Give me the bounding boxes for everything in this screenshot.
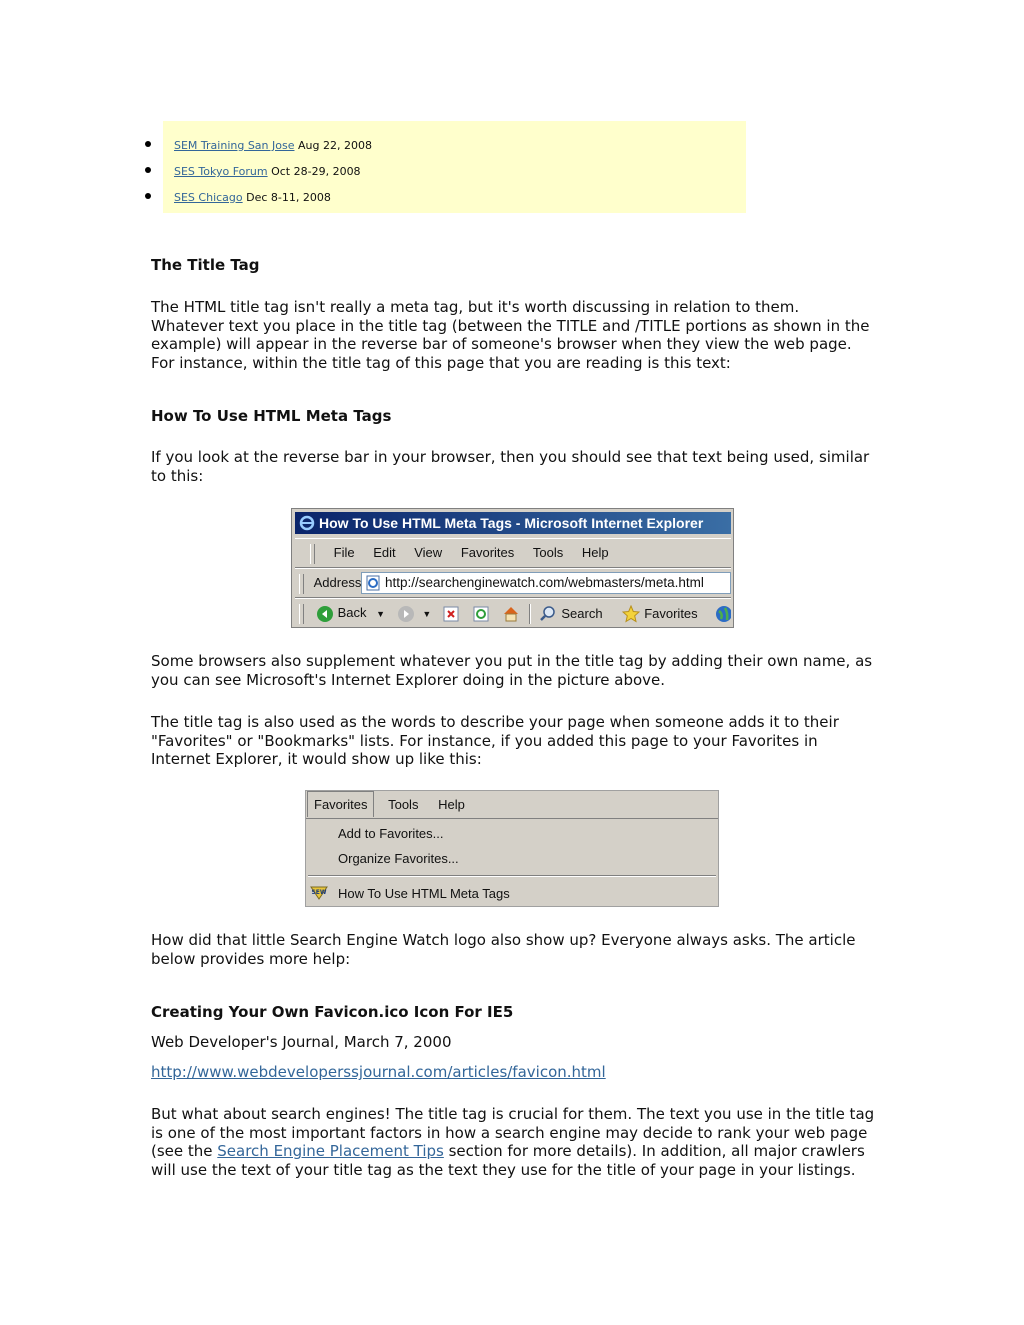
toolbar-separator <box>529 604 531 624</box>
ie-favorites-button <box>622 600 697 627</box>
favicon-article-heading: Creating Your Own Favicon.ico Icon For IE5 <box>151 1003 514 1021</box>
page-icon <box>365 575 381 591</box>
ie-title-bar <box>295 512 731 534</box>
ie-back-button <box>316 599 385 627</box>
star-icon <box>622 605 640 623</box>
title-tag-paragraph: The HTML title tag isn't really a meta tag, but it's worth discussing in relation to them. Whatever text you place in the title tag (between the TITLE and /TITLE portions as shown in the example) will appear in the reverse bar of someone's browser when they view the web page. For instance, within the title tag of this page that you are reading is this text: <box>151 298 870 372</box>
event-date: Aug 22, 2008 <box>297 139 372 152</box>
search-engines-text-after: section for more details). In addition, all major crawlers will use the text of your title tag as the text they use for the title of your page in your listings. <box>151 1142 865 1179</box>
event-link-sem-san-jose[interactable]: SEM Training San Jose <box>174 139 295 152</box>
fav-menu-help: Help <box>438 797 465 812</box>
favicon-article-link[interactable]: http://www.webdeveloperssjournal.com/articles/favicon.html <box>151 1063 606 1081</box>
dropdown-arrow-icon: ▼ <box>376 609 386 620</box>
bullet <box>145 193 151 199</box>
favorites-paragraph: The title tag is also used as the words to describe your page when someone adds it to their "Favorites" or "Bookmarks" lists. For instance, if you added this page to your Favorites in Internet Explorer, it would show up like this: <box>151 713 839 768</box>
favicon-article-source: Web Developer's Journal, March 7, 2000 <box>151 1033 452 1051</box>
fav-menu-bar <box>306 791 718 819</box>
fav-add-item: Add to Favorites... <box>338 826 444 841</box>
ie-menu-file: File <box>333 545 355 560</box>
fav-organize-item: Organize Favorites... <box>338 851 459 866</box>
ie-stop-button <box>443 600 459 627</box>
event-link-ses-chicago[interactable]: SES Chicago <box>174 191 243 204</box>
back-icon <box>316 605 334 623</box>
ie-favorites-label: Favorites <box>644 605 698 621</box>
ie-address-url: http://searchenginewatch.com/webmasters/meta.html <box>385 575 704 590</box>
ie-home-button <box>502 600 520 627</box>
forward-icon <box>397 605 415 623</box>
search-icon <box>539 605 557 623</box>
refresh-icon <box>473 606 489 622</box>
favicon-article-url-line <box>151 1063 876 1082</box>
event-date: Dec 8-11, 2008 <box>246 191 331 204</box>
event-item <box>174 139 372 153</box>
event-item <box>174 191 331 205</box>
bullet <box>145 141 151 147</box>
search-engine-placement-tips-link[interactable]: Search Engine Placement Tips <box>217 1142 444 1160</box>
search-engines-text-before: But what about search engines! The title tag is crucial for them. The text you use in the title tag is one of the most important factors in how a search engine may decide to rank your web page (see the <box>151 1105 875 1160</box>
ie-toolbar <box>295 598 731 627</box>
title-tag-heading: The Title Tag <box>151 256 260 274</box>
stop-icon <box>443 606 459 622</box>
dropdown-arrow-icon: ▼ <box>422 609 432 620</box>
grip <box>299 574 304 594</box>
ie-menu-bar <box>295 538 731 568</box>
ie-media-button <box>715 600 731 627</box>
event-date: Oct 28-29, 2008 <box>271 165 361 178</box>
ie-search-button <box>539 600 602 627</box>
fav-menu-tools: Tools <box>388 797 419 812</box>
home-icon <box>502 605 520 623</box>
fav-menu-favorites: Favorites <box>307 791 374 817</box>
ie-menu-edit: Edit <box>373 545 396 560</box>
ie-menu-help: Help <box>581 545 609 560</box>
grip <box>310 544 315 564</box>
ie-refresh-button <box>473 600 489 627</box>
sew-logo-text: SEW <box>311 889 327 896</box>
ie-menu-favorites: Favorites <box>460 545 515 560</box>
ie-logo-icon <box>299 515 315 531</box>
ie-menu-view: View <box>414 545 443 560</box>
favorites-menu-screenshot <box>305 790 719 907</box>
search-engines-paragraph <box>151 1105 876 1179</box>
fav-divider <box>308 875 716 877</box>
ie-menu-tools: Tools <box>532 545 564 560</box>
fav-entry-item: How To Use HTML Meta Tags <box>338 886 510 901</box>
ie-address-bar <box>295 568 731 598</box>
ie-search-label: Search <box>561 605 603 621</box>
ie-back-label: Back <box>337 605 367 621</box>
example-title-heading: How To Use HTML Meta Tags <box>151 407 392 425</box>
supplement-paragraph: Some browsers also supplement whatever you put in the title tag by adding their own name, as you can see Microsoft's Internet Explorer doing in the picture above. <box>151 652 873 689</box>
ie-address-field <box>361 572 731 594</box>
bullet <box>145 167 151 173</box>
ie-browser-screenshot <box>291 508 734 628</box>
logo-question-paragraph: How did that little Search Engine Watch logo also show up? Everyone always asks. The article below provides more help: <box>151 931 856 968</box>
ie-window-title: How To Use HTML Meta Tags - Microsoft Internet Explorer <box>319 515 704 531</box>
ie-address-label: Address <box>313 575 362 590</box>
event-link-ses-tokyo[interactable]: SES Tokyo Forum <box>174 165 268 178</box>
grip <box>299 604 304 624</box>
ie-forward-button <box>397 599 432 627</box>
globe-icon <box>715 605 731 623</box>
event-item <box>174 165 361 179</box>
sew-logo-icon <box>309 884 329 900</box>
reverse-bar-paragraph: If you look at the reverse bar in your browser, then you should see that text being used, similar to this: <box>151 448 870 485</box>
